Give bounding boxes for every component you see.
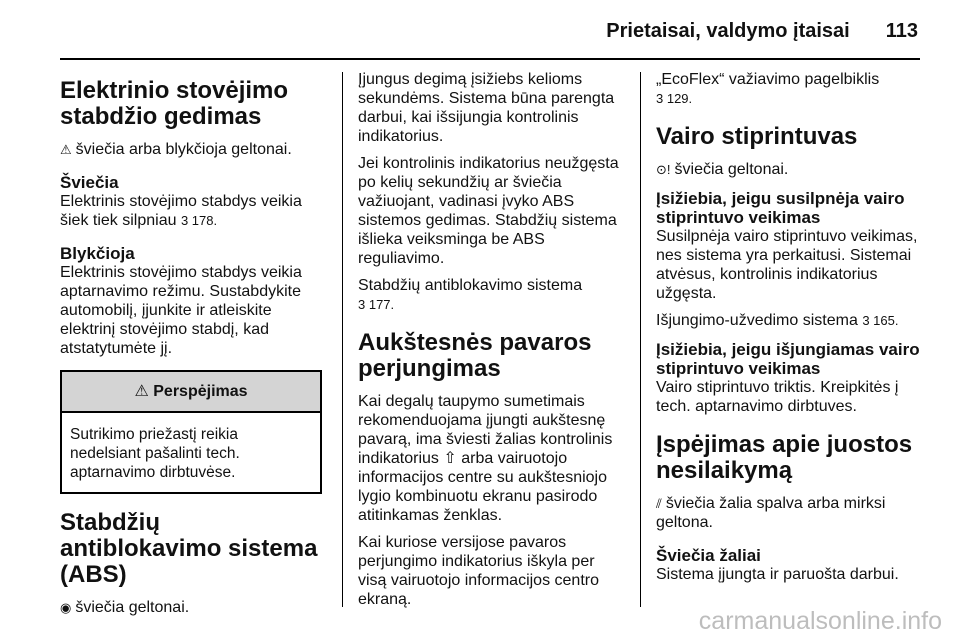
svieicia-text: Elektrinis stovėjimo stabdys veikia šiek tiek silpniau xyxy=(60,193,302,229)
column-1 xyxy=(60,70,322,625)
column-3 xyxy=(656,70,926,592)
page-header xyxy=(606,20,918,43)
warning-triangle-icon: ⚠ xyxy=(134,383,149,400)
gear-shift-icon: ⇧ xyxy=(443,450,457,467)
abs-icon: ◉ xyxy=(60,600,72,615)
gear-para-2: Kai kuriose versijose pavaros perjungimo indikatorius iškyla per visą vairuotojo informacijos centro ekraną. xyxy=(358,534,599,608)
page-number: 113 xyxy=(885,20,918,42)
abs-ref-text: Stabdžių antiblokavimo sistema xyxy=(358,277,583,294)
heading-abs: Stabdžių antiblokavimo sistema (ABS) xyxy=(60,509,318,588)
abs-para-2: Jei kontrolinis indikatorius neužgęsta po kelių sekundžių ar šviečia važiuojant, vadinasi įvyko ABS sistemos gedimas. Stabdžių sistema išlieka veiksminga be ABS reguliavimo. xyxy=(358,155,619,267)
ecoflex-page-ref[interactable]: 3 129. xyxy=(656,91,693,106)
subheading-steering-off: Įsižiebia, jeigu išjungiamas vairo stiprintuvo veikimas xyxy=(656,340,920,378)
abs-para-1: Įjungus degimą įsižiebs kelioms sekundėms. Sistema būna parengta darbui, kai išsijungia kontrolinis indikatorius. xyxy=(358,71,615,145)
heading-steering: Vairo stiprintuvas xyxy=(656,123,858,150)
warning-title: Perspėjimas xyxy=(153,383,248,400)
subheading-blyk: Blykčioja xyxy=(60,244,135,263)
warning-text: Sutrikimo priežastį reikia nedelsiant pašalinti tech. aptarnavimo dirbtuvėse. xyxy=(70,426,240,481)
stop-start-text: Išjungimo-užvedimo sistema xyxy=(656,312,858,329)
svieicia-page-ref[interactable]: 3 178. xyxy=(180,213,218,228)
subheading-steering-reduced: Įsižiebia, jeigu susilpnėja vairo stiprintuvo veikimas xyxy=(656,189,905,227)
steering-warning-icon: ⊙! xyxy=(656,162,671,177)
stop-start-page-ref[interactable]: 3 165. xyxy=(862,313,899,328)
ecoflex-text: „EcoFlex“ važiavimo pagelbiklis xyxy=(656,71,880,88)
watermark: carmanualsonline.info xyxy=(698,607,942,635)
lane-text: šviečia žalia spalva arba mirksi geltona. xyxy=(656,495,886,531)
subheading-svieicia: Šviečia xyxy=(60,173,119,192)
steering-off-text: Vairo stiprintuvo triktis. Kreipkitės į tech. aptarnavimo dirbtuves. xyxy=(656,379,899,415)
subheading-green: Šviečia žaliai xyxy=(656,546,761,565)
green-text: Sistema įjungta ir paruošta darbui. xyxy=(656,566,899,583)
warning-header xyxy=(62,372,320,413)
steering-text: šviečia geltonai. xyxy=(674,161,789,178)
blyk-text: Elektrinis stovėjimo stabdys veikia aptarnavimo režimu. Sustabdykite automobilį, įjunkite ir atleiskite elektrinį stovėjimo stabdį, kad atstatytumėte jį. xyxy=(60,264,302,357)
heading-epb: Elektrinio stovėjimo stabdžio gedimas xyxy=(60,77,289,130)
gear-text-a: Kai degalų taupymo sumetimais rekomenduojama įjungti aukštesnę pavarą, ima šviesti žalias kontrolinis indikatorius xyxy=(358,393,613,467)
epb-warning-icon: ⚠ xyxy=(60,142,72,157)
steering-reduced-text: Susilpnėja vairo stiprintuvo veikimas, nes sistema yra perkaitusi. Sistemai atvėsus, kontrolinis indikatorius užgęsta. xyxy=(656,228,918,302)
section-title: Prietaisai, valdymo įtaisai xyxy=(606,20,850,42)
heading-gear: Aukštesnės pavaros perjungimas xyxy=(358,329,592,382)
epb-text: šviečia arba blykčioja geltonai. xyxy=(75,141,292,158)
gear-text-b: arba vairuotojo informacijos centre su aukštesniojo lygio kombinuotu ekranu pasirodo atitinkamas ženklas. xyxy=(358,450,608,524)
warning-box xyxy=(60,370,322,494)
header-rule xyxy=(60,58,920,60)
lane-assist-icon: ⫽ xyxy=(656,496,662,511)
column-divider-2 xyxy=(640,72,641,607)
column-divider-1 xyxy=(342,72,343,607)
column-2 xyxy=(358,70,626,617)
abs-page-ref[interactable]: 3 177. xyxy=(358,297,395,312)
abs-text: šviečia geltonai. xyxy=(75,599,190,616)
heading-lane: Įspėjimas apie juostos nesilaikymą xyxy=(656,431,913,484)
